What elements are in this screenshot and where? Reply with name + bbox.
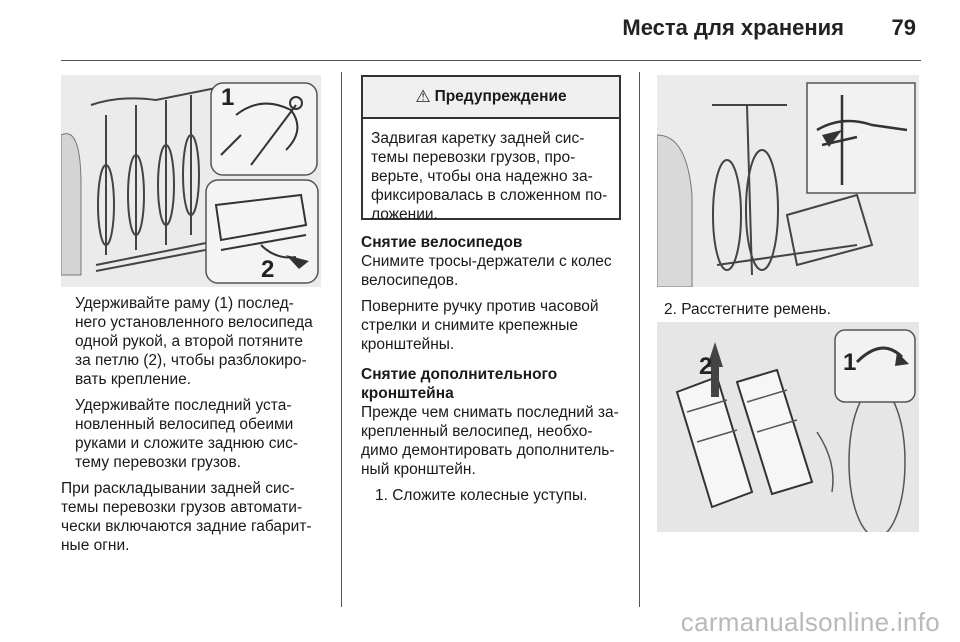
warning-line-5: ложении.	[371, 206, 438, 223]
section2-line1: Прежде чем снимать последний за-	[361, 404, 619, 421]
header-rule	[61, 60, 921, 61]
left-para1-line2: него установленного велосипеда	[75, 314, 313, 331]
section1-line2: велосипедов.	[361, 272, 459, 289]
left-para3-line3: чески включаются задние габарит-	[61, 518, 312, 535]
warning-body	[363, 119, 619, 224]
bike-carrier-figure-left	[61, 75, 321, 287]
right-step-2	[664, 300, 914, 319]
left-para3-line4: ные огни.	[61, 537, 130, 554]
section2-line2: крепленный велосипед, необхо-	[361, 423, 593, 440]
warning-title: Предупреждение	[434, 88, 567, 105]
page-header	[0, 0, 960, 62]
bike-carrier-figure-right-top	[657, 75, 919, 287]
warning-box	[361, 75, 621, 223]
section-heading-remove-bikes: Снятие велосипедов	[361, 234, 523, 251]
left-para1-line5: вать крепление.	[75, 371, 192, 388]
left-para3-line2: темы перевозки грузов автомати-	[61, 499, 303, 516]
left-para1-line1: Удерживайте раму (1) послед-	[75, 295, 294, 312]
left-para1-line4: за петлю (2), чтобы разблокиро-	[75, 352, 307, 369]
page-title: Места для хранения	[622, 15, 844, 40]
step-1: 1. Сложите колесные уступы.	[375, 487, 588, 504]
left-para2-line1: Удерживайте последний уста-	[75, 397, 292, 414]
section2-line3: димо демонтировать дополнитель-	[361, 442, 615, 459]
warning-line-2: темы перевозки грузов, про-	[371, 149, 576, 166]
middle-column-text	[361, 233, 633, 505]
warning-title-bar	[363, 77, 619, 119]
left-para2-line3: руками и сложите заднюю сис-	[75, 435, 299, 452]
left-column-text	[61, 294, 331, 555]
section1-line1: Снимите тросы-держатели с колес	[361, 253, 612, 270]
section1b-line1: Поверните ручку против часовой	[361, 298, 599, 315]
bike-carrier-figure-right-bottom	[657, 322, 919, 532]
watermark-text: carmanualsonline.info	[680, 607, 940, 637]
figure-right-label-1: 1	[843, 349, 857, 376]
column-divider-left	[341, 72, 342, 607]
warning-triangle-icon: ⚠	[415, 87, 431, 106]
left-para2-line2: новленный велосипед обеими	[75, 416, 294, 433]
section1b-line2: стрелки и снимите крепежные	[361, 317, 579, 334]
section2-line4: ный кронштейн.	[361, 461, 476, 478]
left-para2-line4: тему перевозки грузов.	[75, 454, 241, 471]
figure-left-label-1: 1	[221, 84, 235, 111]
left-para3-line1: При раскладывании задней сис-	[61, 480, 295, 497]
step-2: 2. Расстегните ремень.	[664, 301, 831, 318]
left-para1-line3: одной рукой, а второй потяните	[75, 333, 304, 350]
warning-line-4: фиксировалась в сложенном по-	[371, 187, 608, 204]
page-number: 79	[891, 15, 916, 40]
section-heading-remove-bracket-1: Снятие дополнительного	[361, 366, 558, 383]
figure-right-label-2: 2	[699, 353, 713, 380]
column-divider-right	[639, 72, 640, 607]
warning-line-3: верьте, чтобы она надежно за-	[371, 168, 593, 185]
figure-left-label-2: 2	[261, 256, 275, 283]
warning-line-1: Задвигая каретку задней сис-	[371, 130, 585, 147]
section-heading-remove-bracket-2: кронштейна	[361, 385, 454, 402]
section1b-line3: кронштейны.	[361, 336, 455, 353]
